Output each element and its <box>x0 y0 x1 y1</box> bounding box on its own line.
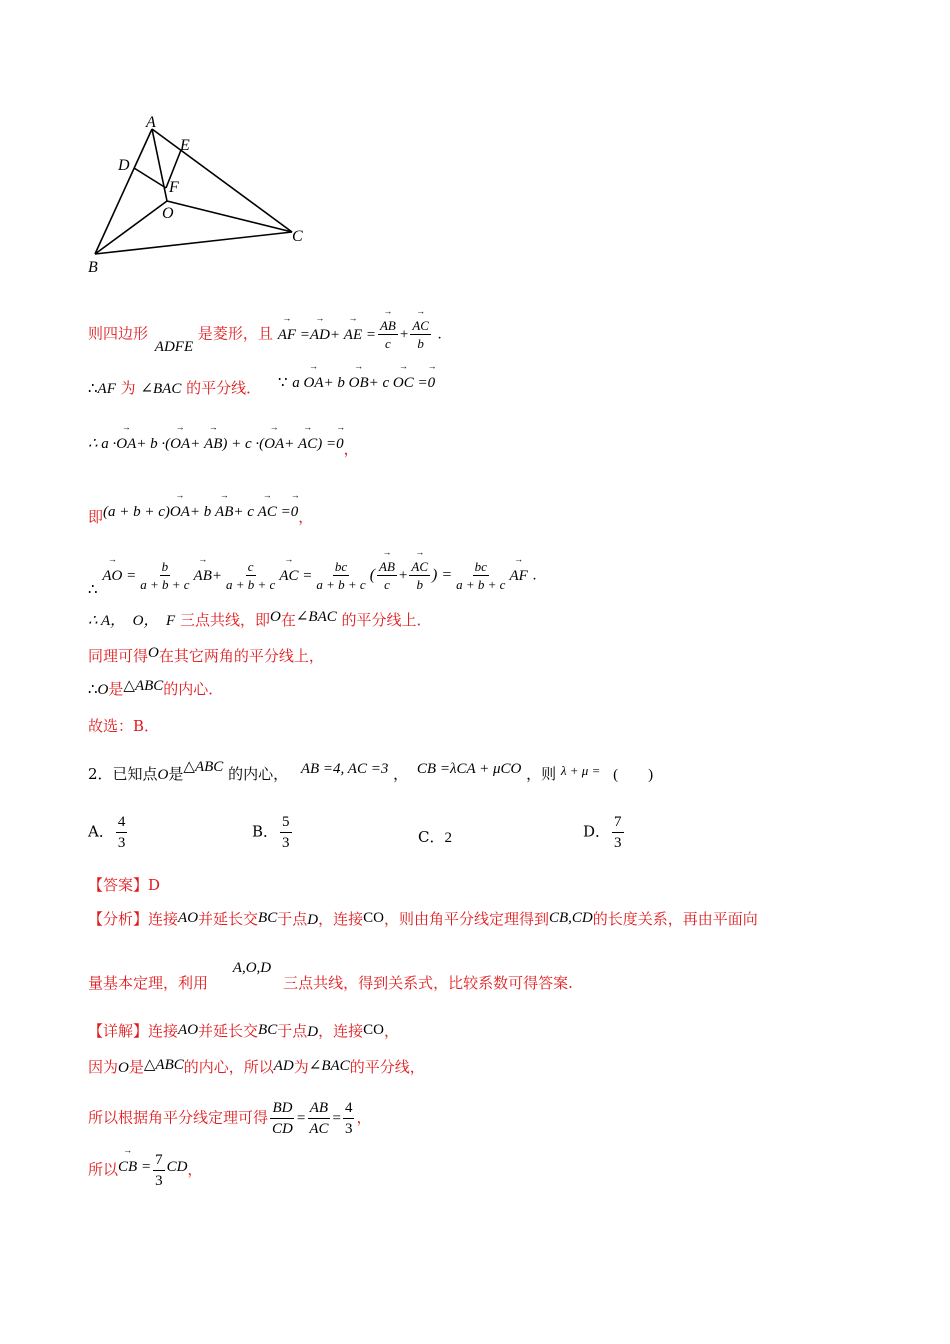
text: 并延长交 <box>198 910 259 928</box>
frac-4-3 <box>343 1098 355 1139</box>
text: ，则由角平分线定理得到 <box>383 910 549 928</box>
numerator: 7 <box>153 1150 165 1171</box>
frac-b: $\frac{b}{a + b + c}$ <box>140 559 190 592</box>
answer-line <box>88 874 160 896</box>
solution-line-2 <box>88 377 435 400</box>
numerator: 4 <box>343 1098 355 1119</box>
option-label: A． <box>88 822 114 841</box>
segment-bc: BC <box>258 1022 278 1038</box>
point-o: O <box>118 1060 129 1076</box>
numerator: 5 <box>280 812 292 833</box>
triangle-abc: △ABC <box>123 678 164 694</box>
text: ， <box>356 1108 372 1127</box>
question-2 <box>88 759 654 786</box>
text: 是菱形，且 <box>197 324 273 343</box>
text: 的平分线， <box>349 1058 425 1076</box>
triangle-figure <box>80 110 320 280</box>
formula-af: → AF =→ AD+ → AE = <box>278 327 376 343</box>
text: . <box>437 326 442 343</box>
therefore-symbol: ∴ <box>88 682 98 698</box>
text: 并延长交 <box>198 1022 259 1040</box>
segment-co: CO <box>363 910 384 926</box>
point-d: D <box>307 912 319 928</box>
analysis-line-2 <box>88 960 573 995</box>
frac-ac-b-2: → $\frac{AC}{b}$ <box>409 558 430 593</box>
points-aof: ∴ A， O， F <box>88 613 176 629</box>
because-symbol: ∵ <box>277 375 288 391</box>
text: ，连接 <box>318 910 364 928</box>
point-o: O <box>148 645 159 661</box>
edge-bc <box>95 232 292 254</box>
frac-bd-cd <box>270 1098 295 1139</box>
detail-tag: 【详解】 <box>88 1022 149 1040</box>
text: 的长度关系，再由平面向 <box>592 910 758 928</box>
segment-ad: AD <box>273 1058 294 1074</box>
cb: → CB <box>118 1156 137 1178</box>
option-label: C． <box>418 828 445 846</box>
text: 即 <box>88 508 104 526</box>
text: 的内心，所以 <box>183 1058 274 1076</box>
label-a: A <box>146 114 156 131</box>
frac-bc: $\frac{bc}{a + b + c}$ <box>316 559 366 592</box>
text: 是 <box>168 765 184 783</box>
detail-line-4 <box>88 1150 202 1191</box>
therefore-symbol: ∴ <box>88 581 98 598</box>
text: 因为 <box>88 1058 119 1076</box>
solution-line-6 <box>88 609 432 632</box>
lambda-plus-mu: λ + μ = <box>560 763 601 778</box>
label-f: F <box>169 179 179 196</box>
text: ， <box>383 1022 399 1040</box>
quad-name: ADFE <box>154 338 194 355</box>
text: ，则 <box>526 765 557 783</box>
solution-line-1: 则四边形 ADFE 是菱形，且 → AF =→ AD+ → AE = → $\frac{AB}{c}$ + → $\frac{AC}{b}$ . <box>88 317 442 352</box>
solution-line-8 <box>88 678 223 701</box>
cd: CD <box>166 1158 188 1175</box>
given-lengths: AB =4, AC =3 <box>300 761 389 777</box>
detail-line-1 <box>88 1020 399 1043</box>
segment-bo <box>95 201 167 254</box>
label-c: C <box>292 228 303 245</box>
point-o: O <box>97 682 109 698</box>
points-aod: A,O,D <box>232 960 272 976</box>
analysis-tag: 【分析】 <box>88 910 149 928</box>
numerator: BD <box>270 1098 294 1119</box>
detail-line-3: 所以根据角平分线定理可得 $\frac{BD}{CD}$ = $\frac{AB}{AC}$ = $\frac{4}{3}$ ， <box>88 1100 372 1137</box>
angle-bac: ∠BAC <box>140 381 182 397</box>
numerator: AB <box>308 1098 330 1119</box>
text: 量基本定理，利用 <box>88 974 209 992</box>
text: 于点 <box>277 910 308 928</box>
text: 的内心． <box>163 680 224 698</box>
af: AF <box>97 381 116 397</box>
segment-ao <box>152 129 167 201</box>
option-value <box>280 812 292 853</box>
denominator: 3 <box>117 835 126 851</box>
text: 在 <box>280 611 296 629</box>
formula-expanded: ∴ a ·→ OA+ b ·(→ OA+ → AB) + c ·(→ OA+ → AC) =→ 0 <box>88 436 344 452</box>
triangle-abc: △ABC <box>183 759 224 775</box>
text: 连接 <box>148 910 179 928</box>
answer-blank: ( ) <box>613 767 654 783</box>
denominator: 3 <box>282 835 290 851</box>
segment-ao: AO <box>178 910 199 926</box>
point-d: D <box>307 1024 319 1040</box>
label-b: B <box>88 259 98 276</box>
label-o: O <box>162 205 174 222</box>
segment-ao: AO <box>178 1022 199 1038</box>
text: 故选：B． <box>88 717 160 735</box>
text: 是 <box>108 680 124 698</box>
detail-line-2 <box>88 1056 425 1079</box>
option-value: 2 <box>444 830 452 846</box>
text: 是 <box>128 1058 144 1076</box>
option-value <box>612 812 624 853</box>
question-number: 2．已知点 <box>88 765 158 783</box>
solution-line-7 <box>88 645 324 668</box>
text: ， <box>298 508 314 526</box>
solution-line-5: ∴ → AO = $\frac{b}{a + b + c}$ → AB+ $\frac{c}{a + b + c}$ → AC = $\frac{bc}{a + b + c}$ ( → $\frac{AB}{c}$ + → $\frac{AC}{b}$ ) = $\frac{bc}{a + b + c}$ → AF . <box>88 558 536 593</box>
solution-line-9 <box>88 715 159 737</box>
frac-ab-c: → $\frac{AB}{c}$ <box>378 317 398 352</box>
text: 于点 <box>277 1022 308 1040</box>
solution-line-4 <box>88 500 314 526</box>
solution-line-3 <box>88 432 359 458</box>
segment-co <box>167 201 292 232</box>
triangle-abc: △ABC <box>143 1057 184 1073</box>
segment-bc: BC <box>258 910 278 926</box>
formula-ao: → AO = <box>102 568 136 584</box>
text: 的内心， <box>228 765 289 783</box>
text: 则四边形 <box>88 324 149 343</box>
answer-tag: 【答案】 <box>88 876 149 894</box>
point-o: O <box>269 609 281 625</box>
text: 在其它两角的平分线上， <box>158 647 324 665</box>
given-vector-eq: CB =λCA + μCO <box>416 761 522 777</box>
text: ， <box>187 1160 203 1179</box>
text: ，连接 <box>318 1022 364 1040</box>
point-o: O <box>157 767 169 783</box>
label-d: D <box>118 157 130 174</box>
vector-cb: → CB = <box>118 1159 151 1175</box>
option-d[interactable] <box>583 812 626 853</box>
option-label: B． <box>252 822 279 841</box>
denominator: 3 <box>614 835 622 851</box>
option-a[interactable] <box>88 812 129 853</box>
analysis-line-1 <box>88 908 758 931</box>
numerator: 4 <box>116 812 128 833</box>
text: . <box>532 567 537 584</box>
numerator: 7 <box>612 812 624 833</box>
text: 为 <box>120 379 136 397</box>
denominator: 3 <box>344 1121 353 1137</box>
frac-7-3 <box>153 1150 165 1191</box>
formula-sum-zero: a → OA+ b → OB+ c → OC =→ 0 <box>292 375 435 391</box>
frac-bc-2: $\frac{bc}{a + b + c}$ <box>456 559 506 592</box>
label-e: E <box>180 137 190 154</box>
therefore-symbol: ∴ <box>88 381 98 397</box>
denominator: 3 <box>155 1173 163 1189</box>
option-b[interactable] <box>252 812 294 853</box>
edge-ab <box>95 129 152 254</box>
text: ， <box>393 765 409 783</box>
angle-bac: ∠BAC <box>295 609 337 625</box>
angle-bac: ∠BAC <box>308 1058 350 1074</box>
denominator: AC <box>309 1121 329 1137</box>
denominator: CD <box>272 1121 293 1137</box>
text: 所以 <box>88 1160 119 1179</box>
formula-combined: (a + b + c)→ OA+ b → AB+ c → AC =→ 0 <box>103 504 298 520</box>
text: ， <box>343 440 359 458</box>
text: 连接 <box>148 1022 179 1040</box>
text: 为 <box>293 1058 309 1076</box>
frac-ac-b: → $\frac{AC}{b}$ <box>410 317 431 352</box>
option-c[interactable] <box>418 826 452 847</box>
option-value <box>116 812 128 853</box>
segments-cb-cd: CB,CD <box>548 910 593 926</box>
text: 三点共线，即 <box>179 611 270 629</box>
segment-co: CO <box>363 1022 384 1038</box>
text: 的平分线上． <box>341 611 432 629</box>
text: 同理可得 <box>88 647 149 665</box>
answer-value: D <box>148 876 161 894</box>
frac-ab-c-2: → $\frac{AB}{c}$ <box>377 558 397 593</box>
text: 所以根据角平分线定理可得 <box>88 1108 269 1127</box>
text: 三点共线，得到关系式，比较系数可得答案. <box>283 974 573 992</box>
text: 的平分线． <box>186 379 262 397</box>
frac-ab-ac <box>307 1098 330 1139</box>
frac-c: $\frac{c}{a + b + c}$ <box>225 559 276 592</box>
option-label: D． <box>583 822 611 841</box>
